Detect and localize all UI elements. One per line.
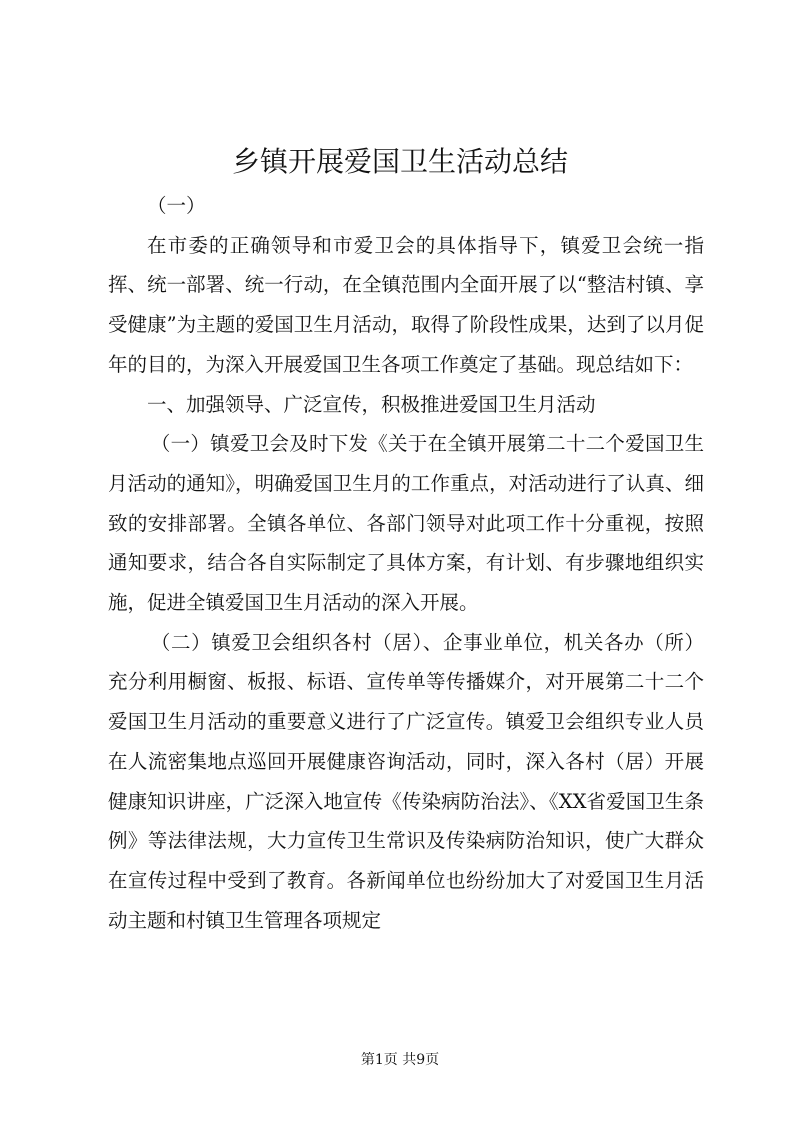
paragraph-item-two: （二）镇爱卫会组织各村（居）、企事业单位，机关各办（所）充分利用橱窗、板报、标语、宣传单等传播媒介，对开展第二十二个爱国卫生月活动的重要意义进行了广泛宣传。镇爱卫会组织专业人员在人流密集地点巡回开展健康咨询活动，同时，深入各村（居）开展健康知识讲座，广泛深入地宣传《传染病防治法》、《XX省爱国卫生条例》等法律法规，大力宣传卫生常识及传染病防治知识，使广大群众在宣传过程中受到了教育。各新闻单位也纷纷加大了对爱国卫生月活动主题和村镇卫生管理各项规定 — [108, 630, 704, 932]
paragraph-item-one: （一）镇爱卫会及时下发《关于在全镇开展第二十二个爱国卫生月活动的通知》，明确爱国卫生月的工作重点，对活动进行了认真、细致的安排部署。全镇各单位、各部门领导对此项工作十分重视，按照通知要求，结合各自实际制定了具体方案，有计划、有步骤地组织实施，促进全镇爱国卫生月活动的深入开展。 — [108, 432, 704, 615]
page-number-footer: 第1页 共9页 — [360, 1052, 440, 1068]
paragraph-intro: 在市委的正确领导和市爱卫会的具体指导下，镇爱卫会统一指挥、统一部署、统一行动，在全镇范围内全面开展了以“整洁村镇、享受健康”为主题的爱国卫生月活动，取得了阶段性成果，达到了以月促年的目的，为深入开展爱国卫生各项工作奠定了基础。现总结如下： — [108, 233, 704, 376]
section-marker: （一） — [147, 194, 206, 217]
document-body — [108, 186, 704, 940]
heading-section-one: 一、加强领导、广泛宣传，积极推进爱国卫生月活动 — [147, 392, 596, 416]
document-title: 乡镇开展爱国卫生活动总结 — [231, 145, 568, 178]
